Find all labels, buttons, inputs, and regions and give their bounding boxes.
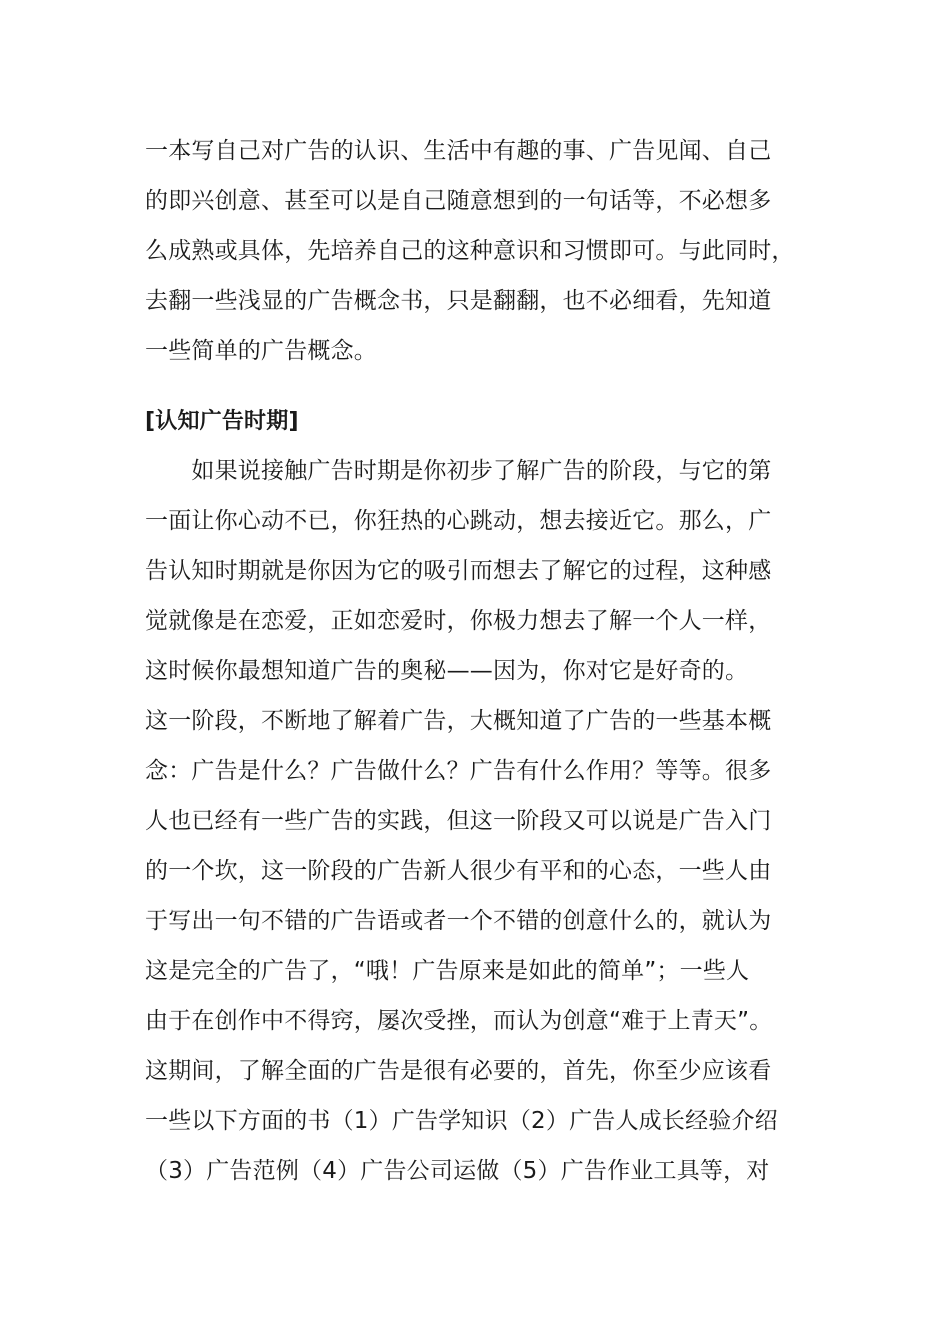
body-text-line: 一本写自己对广告的认识、生活中有趣的事、广告见闻、自己 <box>145 138 772 164</box>
body-text-line: 这一阶段，不断地了解着广告，大概知道了广告的一些基本概 <box>145 708 772 734</box>
body-text-line: 觉就像是在恋爱，正如恋爱时，你极力想去了解一个人一样， <box>145 608 772 634</box>
body-text-line: 这时候你最想知道广告的奥秘——因为，你对它是好奇的。 <box>145 658 749 684</box>
body-text-line: 一些以下方面的书（1）广告学知识（2）广告人成长经验介绍 <box>145 1108 778 1134</box>
body-text-line: 告认知时期就是你因为它的吸引而想去了解它的过程，这种感 <box>145 558 772 584</box>
body-text-line: 一面让你心动不已，你狂热的心跳动，想去接近它。那么，广 <box>145 508 772 534</box>
body-text-line: 一些简单的广告概念。 <box>145 338 377 364</box>
body-text-line: 如果说接触广告时期是你初步了解广告的阶段，与它的第 <box>145 458 772 484</box>
section-heading: [认知广告时期] <box>145 409 299 434</box>
body-text-line: 念：广告是什么？广告做什么？广告有什么作用？等等。很多 <box>145 758 772 784</box>
body-text-line: 的一个坎，这一阶段的广告新人很少有平和的心态，一些人由 <box>145 858 772 884</box>
body-text-line: 去翻一些浅显的广告概念书，只是翻翻，也不必细看，先知道 <box>145 288 772 314</box>
body-text-line: 这是完全的广告了，“哦！广告原来是如此的简单”；一些人 <box>145 958 750 984</box>
body-text-line: 由于在创作中不得窍，屡次受挫，而认为创意“难于上青天”。 <box>145 1008 773 1034</box>
body-text-line: 的即兴创意、甚至可以是自己随意想到的一句话等，不必想多 <box>145 188 772 214</box>
body-text-line: 么成熟或具体，先培养自己的这种意识和习惯即可。与此同时， <box>145 238 795 264</box>
body-text-line: 这期间，了解全面的广告是很有必要的，首先，你至少应该看 <box>145 1058 772 1084</box>
body-text-line: （3）广告范例（4）广告公司运做（5）广告作业工具等，对 <box>145 1158 770 1184</box>
body-text-line: 人也已经有一些广告的实践，但这一阶段又可以说是广告入门 <box>145 808 772 834</box>
body-text-line: 于写出一句不错的广告语或者一个不错的创意什么的，就认为 <box>145 908 772 934</box>
